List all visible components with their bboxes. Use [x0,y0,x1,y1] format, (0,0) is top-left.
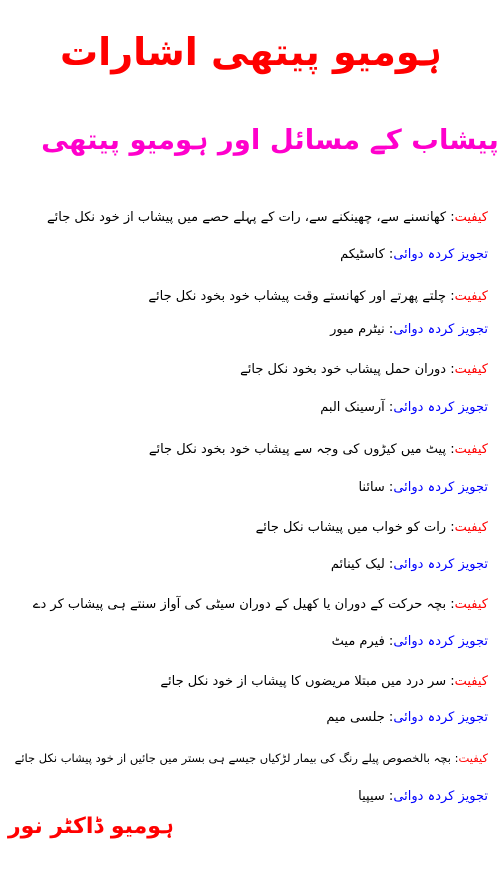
condition-text: کھانسنے سے، چھینکنے سے، رات کے پہلے حصے میں پیشاب از خود نکل جائے [47,210,447,225]
medicine-line: تجویز کردہ دوائی: جلسی میم [326,710,488,725]
condition-text: رات کو خواب میں پیشاب نکل جائے [255,520,447,535]
medicine-line: تجویز کردہ دوائی: فیرم میٹ [331,634,488,649]
condition-text: بچہ بالخصوص پیلے رنگ کی بیمار لڑکیاں جیسے ہی بستر میں جائیں از خود پیشاب نکل جائے [14,751,451,765]
medicine-line: تجویز کردہ دوائی: کاسٹیکم [340,247,488,262]
medicine-label: تجویز کردہ دوائی [393,247,488,262]
medicine-name: آرسینک البم [320,400,385,415]
medicine-label: تجویز کردہ دوائی [393,710,488,725]
medicine-line: تجویز کردہ دوائی: سائنا [358,480,488,495]
medicine-line: تجویز کردہ دوائی: سیپیا [358,789,488,804]
page-subtitle: پیشاب کے مسائل اور ہومیو پیتھی [41,124,499,156]
condition-line: کیفیت: رات کو خواب میں پیشاب نکل جائے [255,520,488,535]
condition-text: پیٹ میں کیڑوں کی وجہ سے پیشاب خود بخود نکل جائے [148,442,447,457]
medicine-label: تجویز کردہ دوائی [393,789,488,804]
medicine-name: سیپیا [358,789,385,804]
condition-text: دوران حمل پیشاب خود بخود نکل جائے [240,362,447,377]
condition-label: کیفیت [454,674,488,689]
condition-text: چلتے پھرتے اور کھانستے وقت پیشاب خود بخود نکل جائے [148,289,447,304]
medicine-name: فیرم میٹ [331,634,385,649]
condition-label: کیفیت [458,751,488,765]
author-signature: ہومیو ڈاکٹر نور [8,814,174,839]
condition-label: کیفیت [454,597,488,612]
page-title: ہومیو پیتھی اشارات [60,30,442,74]
condition-label: کیفیت [454,210,488,225]
condition-line: کیفیت: دوران حمل پیشاب خود بخود نکل جائے [240,362,488,377]
medicine-line: تجویز کردہ دوائی: آرسینک البم [320,400,488,415]
condition-text: بچہ حرکت کے دوران یا کھیل کے دوران سیٹی کی آواز سنتے ہی پیشاب کر دے [32,597,447,612]
condition-line: کیفیت: کھانسنے سے، چھینکنے سے، رات کے پہلے حصے میں پیشاب از خود نکل جائے [47,210,488,225]
condition-line: کیفیت: بچہ حرکت کے دوران یا کھیل کے دوران سیٹی کی آواز سنتے ہی پیشاب کر دے [32,597,488,612]
condition-line: کیفیت: پیٹ میں کیڑوں کی وجہ سے پیشاب خود بخود نکل جائے [148,442,488,457]
medicine-name: کاسٹیکم [340,247,385,262]
condition-line: کیفیت: سر درد میں مبتلا مریضوں کا پیشاب از خود نکل جائے [160,674,488,689]
medicine-name: لیک کینائم [330,557,385,572]
medicine-label: تجویز کردہ دوائی [393,634,488,649]
condition-line: کیفیت: بچہ بالخصوص پیلے رنگ کی بیمار لڑکیاں جیسے ہی بستر میں جائیں از خود پیشاب نکل جائے [14,751,488,765]
medicine-label: تجویز کردہ دوائی [393,400,488,415]
condition-label: کیفیت [454,362,488,377]
medicine-label: تجویز کردہ دوائی [393,480,488,495]
condition-text: سر درد میں مبتلا مریضوں کا پیشاب از خود نکل جائے [160,674,447,689]
medicine-line: تجویز کردہ دوائی: لیک کینائم [330,557,488,572]
condition-label: کیفیت [454,520,488,535]
medicine-line: تجویز کردہ دوائی: نیٹرم میور [330,322,488,337]
condition-label: کیفیت [454,289,488,304]
medicine-label: تجویز کردہ دوائی [393,322,488,337]
condition-line: کیفیت: چلتے پھرتے اور کھانستے وقت پیشاب خود بخود نکل جائے [148,289,488,304]
medicine-name: نیٹرم میور [330,322,385,337]
condition-label: کیفیت [454,442,488,457]
medicine-name: سائنا [358,480,385,495]
medicine-label: تجویز کردہ دوائی [393,557,488,572]
medicine-name: جلسی میم [326,710,385,725]
